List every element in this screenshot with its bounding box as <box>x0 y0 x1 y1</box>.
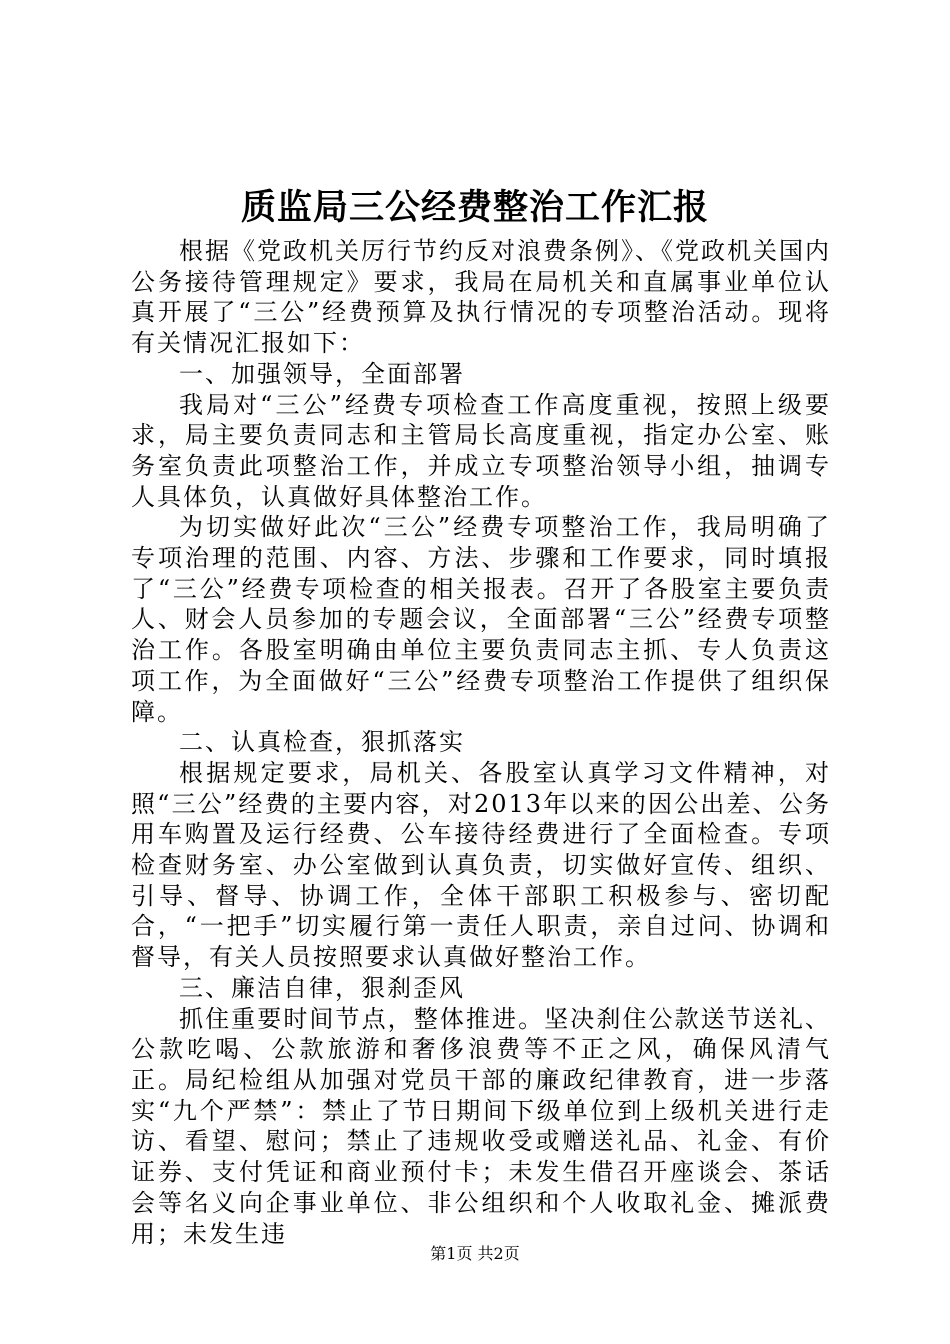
document-body <box>131 236 831 1249</box>
body-paragraph: 为切实做好此次“三公”经费专项整治工作，我局明确了专项治理的范围、内容、方法、步骤和工作要求，同时填报了“三公”经费专项检查的相关报表。召开了各股室主要负责人、财会人员参加的专题会议，全面部署“三公”经费专项整治工作。各股室明确由单位主要负责同志主抓、专人负责这项工作，为全面做好“三公”经费专项整治工作提供了组织保障。 <box>131 513 831 726</box>
page-number-footer: 第1页 共2页 <box>430 1244 520 1263</box>
document-title: 质监局三公经费整治工作汇报 <box>240 187 709 228</box>
body-paragraph: 我局对“三公”经费专项检查工作高度重视，按照上级要求，局主要负责同志和主管局长高度重视，指定办公室、账务室负责此项整治工作，并成立专项整治领导小组，抽调专人具体负，认真做好具体整治工作。 <box>131 390 831 511</box>
section-heading-1: 一、加强领导，全面部署 <box>179 359 465 388</box>
section-heading-3: 三、廉洁自律，狠刹歪风 <box>179 973 465 1002</box>
section-heading-2: 二、认真检查，狠抓落实 <box>179 728 465 757</box>
body-paragraph: 根据规定要求，局机关、各股室认真学习文件精神，对照“三公”经费的主要内容，对2013年以来的因公出差、公务用车购置及运行经费、公车接待经费进行了全面检查。专项检查财务室、办公室做到认真负责，切实做好宣传、组织、引导、督导、协调工作，全体干部职工积极参与、密切配合，“一把手”切实履行第一责任人职责，亲自过问、协调和督导，有关人员按照要求认真做好整治工作。 <box>131 758 831 972</box>
intro-paragraph: 根据《党政机关厉行节约反对浪费条例》、《党政机关国内公务接待管理规定》要求，我局在局机关和直属事业单位认真开展了“三公”经费预算及执行情况的专项整治活动。现将有关情况汇报如下： <box>131 237 831 358</box>
body-paragraph: 抓住重要时间节点，整体推进。坚决刹住公款送节送礼、公款吃喝、公款旅游和奢侈浪费等不正之风，确保风清气正。局纪检组从加强对党员干部的廉政纪律教育，进一步落实“九个严禁”：禁止了节日期间下级单位到上级机关进行走访、看望、慰问；禁止了违规收受或赠送礼品、礼金、有价证券、支付凭证和商业预付卡；未发生借召开座谈会、茶话会等名义向企事业单位、非公组织和个人收取礼金、摊派费用；未发生违 <box>131 1004 831 1248</box>
